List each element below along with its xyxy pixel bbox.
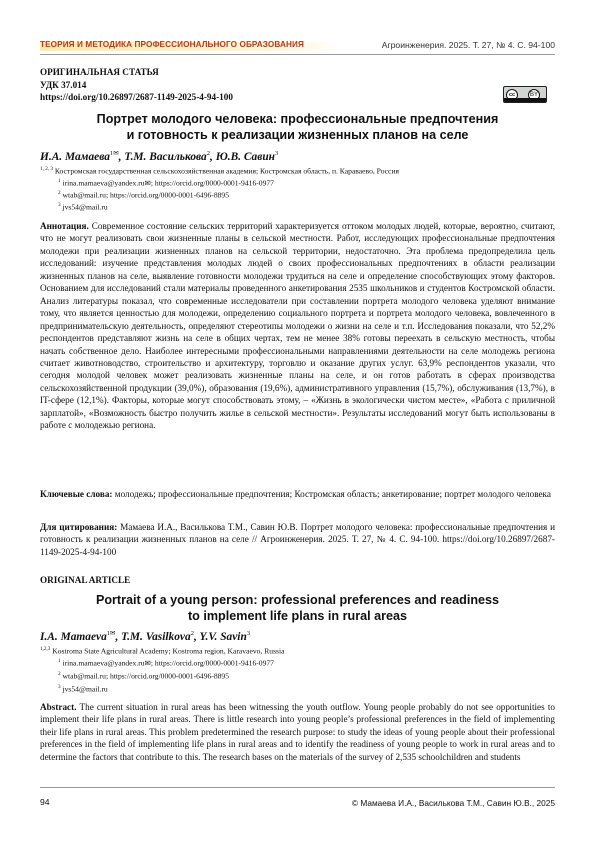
keywords-ru-label: Ключевые слова: [40, 489, 113, 499]
title-ru-line-2: и готовность к реализации жизненных планов на селе [126, 127, 469, 142]
article-type-ru: ОРИГИНАЛЬНАЯ СТАТЬЯ [40, 67, 159, 77]
article-type-en: ORIGINAL ARTICLE [40, 575, 131, 585]
journal-section-label: ТЕОРИЯ И МЕТОДИКА ПРОФЕССИОНАЛЬНОГО ОБРАЗОВАНИЯ [40, 40, 304, 49]
contact-ru-2-text[interactable]: wtab@mail.ru; https://orcid.org/0000-0001-6496-8895 [62, 190, 230, 200]
contact-ru-1-text[interactable]: irina.mamaeva@yandex.ru✉; https://orcid.org/0000-0001-9416-0977 [62, 178, 274, 188]
contact-en-2-text[interactable]: wtab@mail.ru; https://orcid.org/0000-0001-6496-8895 [62, 671, 230, 681]
author-ru-2-sep: , [209, 150, 216, 163]
authors-en [40, 629, 250, 643]
journal-citation-short: Агроинженерия. 2025. Т. 27, № 4. С. 94-100 [381, 40, 555, 50]
article-title-en [40, 593, 555, 624]
udc-code: УДК 37.014 [40, 80, 87, 90]
authors-ru [40, 149, 278, 163]
contact-ru-3-text[interactable]: jvs54@mail.ru [62, 202, 108, 212]
doi-link[interactable]: https://doi.org/10.26897/2687-1149-2025-4-94-100 [40, 92, 233, 102]
contact-ru-2 [58, 189, 229, 200]
page-number: 94 [40, 797, 50, 807]
contact-en-3 [58, 683, 108, 694]
author-en-2: T.M. Vasilkova [121, 630, 191, 643]
contact-ru-2-mark: 2 [58, 190, 61, 196]
copyright-notice: © Мамаева И.А., Василькова Т.М., Савин Ю.В., 2025 [351, 798, 555, 808]
abstract-en [40, 701, 555, 763]
abstract-en-label: Abstract. [40, 702, 77, 712]
footer-divider [40, 787, 555, 788]
title-en-line-1: Portrait of a young person: professional preferences and readiness [95, 593, 500, 607]
author-en-2-sep: , [193, 630, 200, 643]
abstract-en-text: The current situation in rural areas has been witnessing the youth outflow. Young people probably do not see opportunities to implement their life plans in rural areas. There is little research into young people’s professional preferences in the field of implementing their life plans in rural areas. This problem predetermined the research purpose: to study the ideas of young people about their professional preferences in the field of implementing life plans in rural areas and to identify the readiness of young people to work in rural areas and to determine the factors that contribute to this. The research bases on the materials of the survey of 2,535 schoolchildren and students [40, 702, 555, 762]
author-ru-1-mark: 1✉ [109, 150, 119, 157]
author-en-1-sep: , [115, 630, 122, 643]
contact-ru-3-mark: 3 [58, 202, 61, 208]
citation-ru-label: Для цитирования: [40, 522, 118, 532]
running-header [40, 37, 555, 55]
contact-ru-3 [58, 201, 108, 212]
affiliation-ru-marks: 1, 2, 3 [40, 166, 53, 172]
affiliation-en-text: Kostroma State Agricultural Academy; Kostroma region, Karavaevo, Russia [52, 646, 285, 656]
author-ru-3: Ю.В. Савин [215, 150, 275, 163]
license-bar [504, 98, 546, 102]
title-ru-line-1: Портрет молодого человека: профессиональные предпочтения [96, 112, 499, 126]
abstract-ru-label: Аннотация. [40, 221, 89, 231]
citation-ru [40, 521, 555, 558]
contact-en-1-text[interactable]: irina.mamaeva@yandex.ru✉; https://orcid.org/0000-0001-9416-0977 [62, 658, 274, 668]
contact-ru-1-mark: 1 [58, 178, 61, 184]
affiliation-en-marks: 1,2,3 [40, 646, 51, 652]
affiliation-ru-text: Костромская государственная сельскохозяйственная академия; Костромская область, п. Караваево, Россия [54, 166, 399, 176]
contact-en-1-mark: 1 [58, 658, 61, 664]
abstract-ru-text: Современное состояние сельских территорий характеризуется оттоком молодых людей, которые, вероятно, считают, что не могут реализовать свои жизненные планы в сельской местности. Работ, исследующих профессиональные предпочтения молодежи при реализации жизненных планов на сельской территории, недостаточно. Эта проблема предопределила цель исследований: изучение представления молодых людей о своих профессиональных предпочтениях в области реализации жизненных планов на селе, выявление готовности молодежи трудиться на селе и определение способствующих этому факторов. Основанием для исследований стали материалы проведенного анкетирования 2535 школьников и студентов Костромской области. Анализ литературы показал, что современные исследователи при составлении портрета молодого человека уделяют внимание тому, что является ценностью для молодежи, определению социального портрета и портрета молодого человека, вовлеченного в предпринимательскую деятельность, определяют стереотипы молодежи о жизни на селе и т.п. Исследования показали, что 52,2% респондентов представляют жизнь на селе в общих чертах, тем не менее 38% готовы переехать в сельскую местность, чтобы начать собственное дело. Наиболее интересными профессиональными направлениями деятельности на селе молодежь региона считает животноводство, строительство и архитектуру, торговлю и оказание других услуг. 63,9% респондентов указали, что сегодня молодой человек может реализовать жизненные планы на селе, и он готов работать в сферах производства сельскохозяйственной продукции (39,0%), образования (19,6%), административного управления (15,7%), обслуживания (13,7%), в IT-сфере (12,1%). Факторы, которые могут способствовать этому, – «Жизнь в экологически чистом месте», «Работа с приличной зарплатой», «Возможность быстро получить жилье в сельской местности». Результаты исследований могут быть использованы в работе с молодежью региона. [40, 221, 555, 431]
title-en-line-2: to implement life plans in rural areas [187, 608, 408, 623]
author-en-1-mark: 1✉ [106, 630, 116, 637]
contact-en-1 [58, 657, 274, 668]
author-en-1: I.A. Mamaeva [40, 630, 107, 643]
cc-by-license-badge[interactable] [503, 86, 547, 103]
by-person-icon: BY [528, 89, 540, 101]
affiliation-en [40, 645, 284, 656]
article-title-ru [40, 112, 555, 143]
author-ru-2: Т.М. Василькова [124, 150, 207, 163]
author-ru-3-mark: 3 [274, 150, 279, 157]
author-ru-1: И.А. Мамаева [40, 150, 110, 163]
author-ru-2-mark: 2 [206, 150, 210, 157]
abstract-ru [40, 220, 555, 432]
author-en-2-mark: 2 [190, 630, 194, 637]
cc-icon: cc [506, 89, 518, 101]
citation-ru-text: Мамаева И.А., Василькова Т.М., Савин Ю.В. Портрет молодого человека: профессиональные предпочтения и готовность к реализации жизненных планов на селе // Агроинженерия. 2025. Т. 27, № 4. С. 94-100. https://doi.org/10.26897/2687-1149-2025-4-94-100 [40, 522, 555, 557]
contact-en-2-mark: 2 [58, 671, 61, 677]
author-ru-1-sep: , [118, 150, 125, 163]
contact-en-3-mark: 3 [58, 684, 61, 690]
author-en-3-mark: 3 [246, 630, 251, 637]
keywords-ru-text: молодежь; профессиональные предпочтения; Костромская область; анкетирование; портрет молодого человека [114, 489, 551, 499]
contact-ru-1 [58, 177, 274, 188]
author-en-3: Y.V. Savin [199, 630, 247, 643]
affiliation-ru [40, 165, 399, 176]
contact-en-3-text[interactable]: jvs54@mail.ru [62, 684, 108, 694]
contact-en-2 [58, 670, 229, 681]
header-divider [40, 54, 555, 55]
keywords-ru [40, 488, 555, 500]
